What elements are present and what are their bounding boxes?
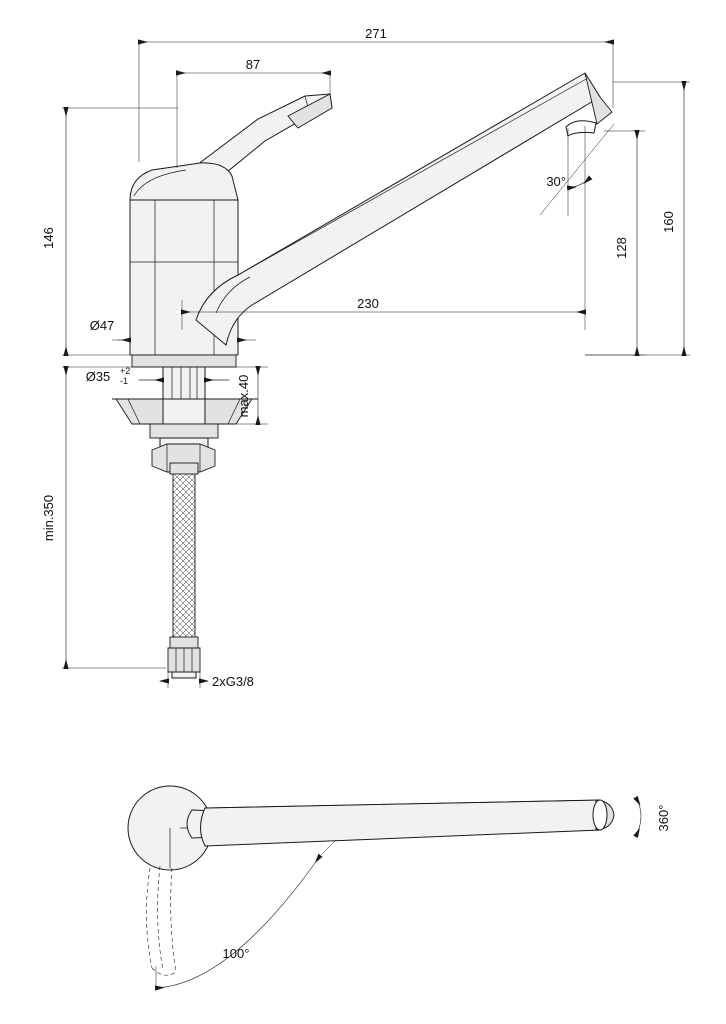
plan-swivel-ghost (146, 866, 176, 975)
dimension-value-230: 230 (357, 296, 379, 311)
spout (196, 73, 612, 345)
dimension-value-100deg: 100° (222, 946, 250, 961)
dimension-tolerance-minus: -1 (120, 376, 129, 386)
flexible-hose (170, 463, 198, 648)
dimension-spout-angle (540, 124, 614, 216)
plan-spout (201, 800, 615, 846)
dimension-value-30deg: 30° (546, 174, 566, 189)
dimension-value-2xg38: 2xG3/8 (212, 674, 254, 689)
dimension-value-360deg: 360° (656, 804, 671, 832)
threaded-shank (163, 367, 205, 399)
dimension-rotation-360 (636, 798, 671, 836)
dimension-value-87: 87 (245, 57, 261, 72)
dimension-value-d47: Ø47 (89, 318, 115, 333)
faucet-cap (130, 163, 238, 200)
faucet-body-group (130, 73, 612, 367)
lower-collar (150, 424, 218, 438)
dimension-value-128: 128 (614, 237, 629, 259)
dimension-value-max40: max.40 (236, 374, 251, 418)
dimension-spout-height-inner (585, 131, 645, 355)
dimension-value-d35: Ø35 (85, 369, 111, 384)
dimension-value-min350: min.350 (41, 494, 56, 542)
dimension-spout-height-outer (585, 82, 690, 355)
dimension-tolerance-plus: +2 (120, 366, 131, 376)
dimension-overall-length (139, 26, 613, 162)
dimension-value-271: 271 (365, 26, 387, 41)
dimension-hole-diameter (86, 366, 230, 386)
dimension-value-146: 146 (41, 227, 56, 249)
front-elevation-view (41, 26, 690, 689)
dimension-value-160: 160 (661, 211, 676, 233)
top-plan-view (128, 786, 671, 988)
faucet-base-flange (132, 355, 236, 367)
